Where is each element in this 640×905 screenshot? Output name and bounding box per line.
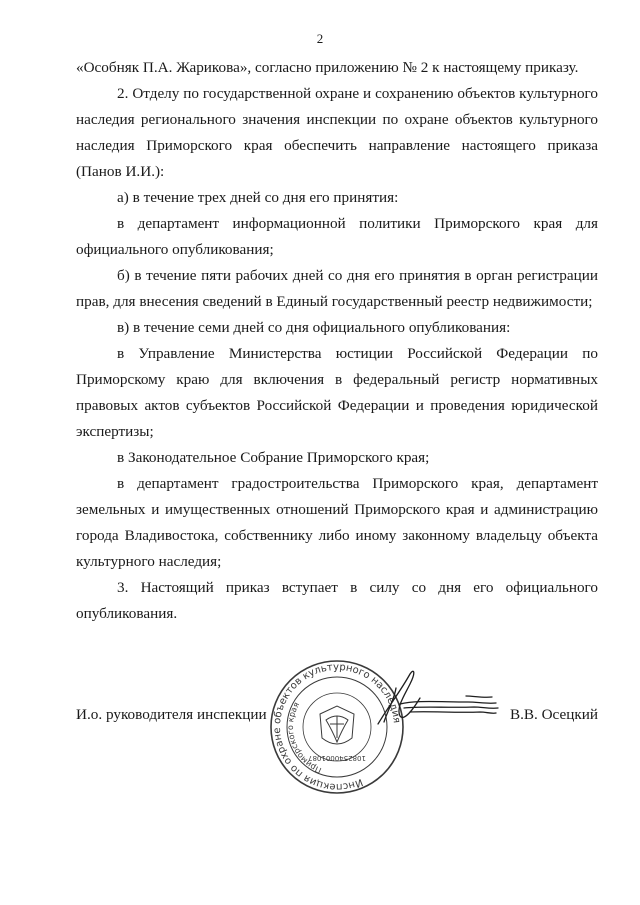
paragraph: а) в течение трех дней со дня его принятия: — [117, 189, 399, 206]
signer-title: И.о. руководителя инспекции — [76, 706, 267, 723]
paragraph: в департамент градостроительства Приморского края, департамент земельных и имущественных отношений Приморского края и администрацию города Владивостока, собственнику либо иному законному владельцу объекта культурного наследия; — [76, 475, 598, 570]
paragraph: 3. Настоящий приказ вступает в силу со дня его официального опубликования. — [76, 579, 598, 622]
paragraph: «Особняк П.А. Жарикова», согласно приложению № 2 к настоящему приказу. — [76, 59, 579, 76]
page-number: 2 — [316, 31, 324, 46]
paragraph: в Управление Министерства юстиции Российской Федерации по Приморскому краю для включения в федеральный регистр нормативных правовых актов субъектов Российской Федерации и проведения юридической экспертизы; — [76, 345, 598, 440]
seal-outer-text: Инспекция по охране объектов культурного наследия — [271, 661, 402, 793]
handwritten-signature — [370, 664, 500, 734]
paragraph: б) в течение пяти рабочих дней со дня его принятия в орган регистрации прав, для внесения сведений в Единый государственный реестр недвижимости; — [76, 267, 598, 310]
paragraph: в) в течение семи дней со дня официального опубликования: — [117, 319, 511, 336]
document-body — [76, 55, 598, 627]
paragraph: 2. Отделу по государственной охране и сохранению объектов культурного наследия регионального значения инспекции по охране объектов культурного наследия Приморского края обеспечить направление настоящего приказа (Панов И.И.): — [76, 85, 598, 180]
seal-inner-text: Приморского края — [285, 700, 323, 775]
signer-name: В.В. Осецкий — [509, 706, 598, 723]
paragraph: в департамент информационной политики Приморского края для официального опубликования; — [76, 215, 598, 258]
seal-number: 1082540001087 — [308, 754, 366, 762]
coat-of-arms-icon — [320, 706, 354, 744]
paragraph: в Законодательное Собрание Приморского края; — [117, 449, 430, 466]
